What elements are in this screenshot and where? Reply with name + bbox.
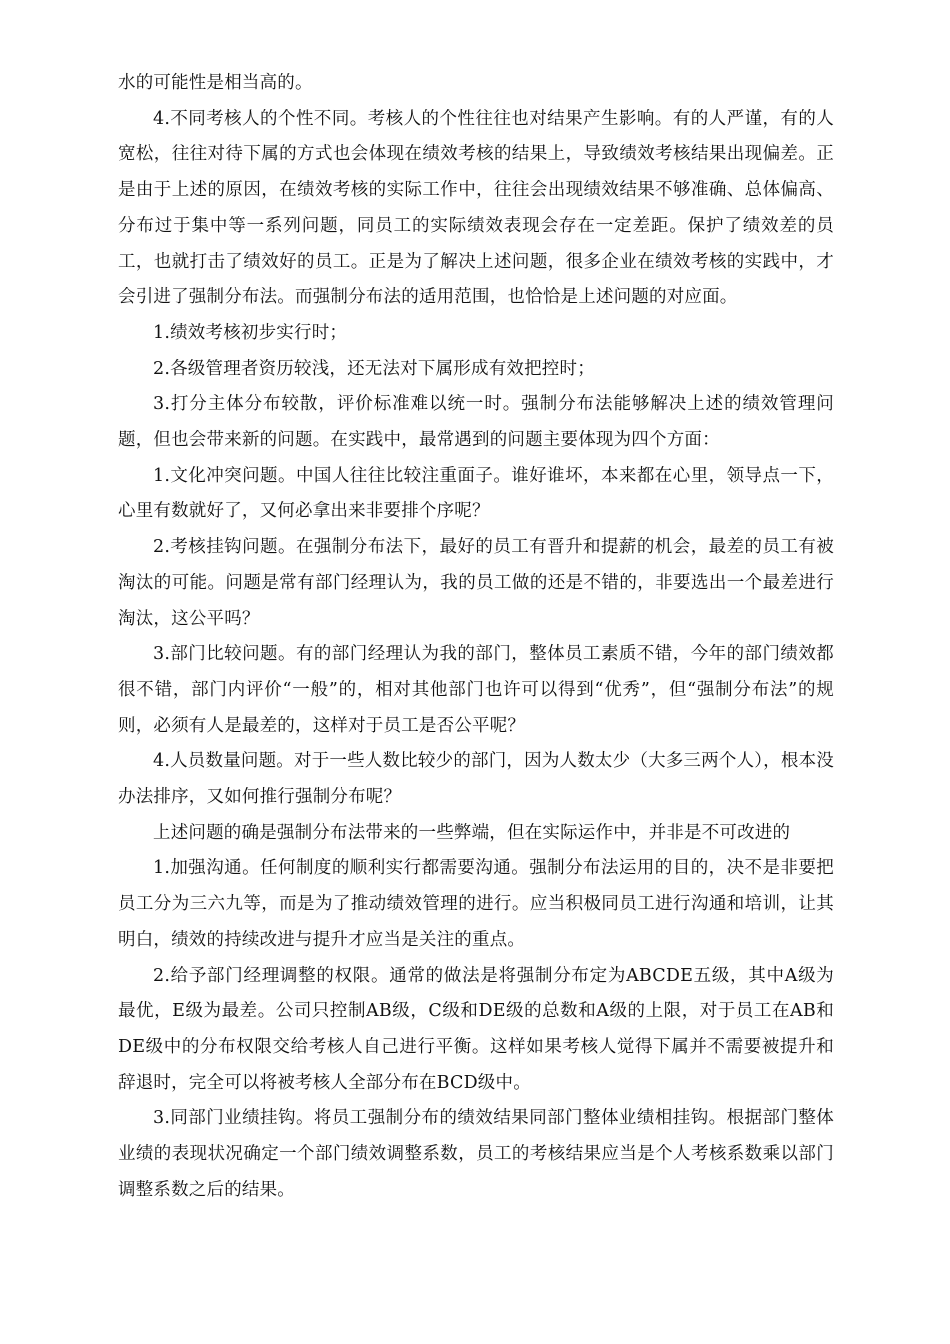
paragraph-4: 2.各级管理者资历较浅，还无法对下属形成有效把控时；: [153, 358, 595, 379]
paragraph-3: 1.绩效考核初步实行时；: [153, 322, 348, 343]
paragraph-9: 4.人员数量问题。对于一些人数比较少的部门，因为人数太少（大多三两个人），根本没办法排序，又如何推行强制分布呢？: [118, 751, 834, 808]
paragraph-12: 2.给予部门经理调整的权限。通常的做法是将强制分布定为ABCDE五级，其中A级为最优，E级为最差。公司只控制AB级，C级和DE级的总数和A级的上限，对于员工在AB和DE级中的分布权限交给考核人自己进行平衡。这样如果考核人觉得下属并不需要被提升和辞退时，完全可以将被考核人全部分布在BCD级中。: [118, 965, 834, 1093]
document-body: [118, 66, 834, 1209]
paragraph-13: 3.同部门业绩挂钩。将员工强制分布的绩效结果同部门整体业绩相挂钩。根据部门整体业绩的表现状况确定一个部门绩效调整系数，员工的考核结果应当是个人考核系数乘以部门调整系数之后的结果。: [118, 1108, 834, 1200]
paragraph-11: 1.加强沟通。任何制度的顺利实行都需要沟通。强制分布法运用的目的，决不是非要把员工分为三六九等，而是为了推动绩效管理的进行。应当积极同员工进行沟通和培训，让其明白，绩效的持续改进与提升才应当是关注的重点。: [118, 858, 834, 950]
paragraph-7: 2.考核挂钩问题。在强制分布法下，最好的员工有晋升和提薪的机会，最差的员工有被淘汰的可能。问题是常有部门经理认为，我的员工做的还是不错的，非要选出一个最差进行淘汰，这公平吗？: [118, 537, 834, 629]
paragraph-5: 3.打分主体分布较散，评价标准难以统一时。强制分布法能够解决上述的绩效管理问题，但也会带来新的问题。在实践中，最常遇到的问题主要体现为四个方面：: [118, 394, 834, 451]
paragraph-8: 3.部门比较问题。有的部门经理认为我的部门，整体员工素质不错，今年的部门绩效都很不错，部门内评价“一般”的，相对其他部门也许可以得到“优秀”，但“强制分布法”的规则，必须有人是最差的，这样对于员工是否公平呢？: [118, 644, 834, 736]
paragraph-2: 4.不同考核人的个性不同。考核人的个性往往也对结果产生影响。有的人严谨，有的人宽松，往往对待下属的方式也会体现在绩效考核的结果上，导致绩效考核结果出现偏差。正是由于上述的原因，在绩效考核的实际工作中，往往会出现绩效结果不够准确、总体偏高、分布过于集中等一系列问题，同员工的实际绩效表现会存在一定差距。保护了绩效差的员工，也就打击了绩效好的员工。正是为了解决上述问题，很多企业在绩效考核的实践中，才会引进了强制分布法。而强制分布法的适用范围，也恰恰是上述问题的对应面。: [118, 108, 834, 308]
paragraph-10: 上述问题的确是强制分布法带来的一些弊端，但在实际运作中，并非是不可改进的: [153, 822, 791, 843]
paragraph-1: 水的可能性是相当高的。: [118, 73, 313, 93]
paragraph-6: 1.文化冲突问题。中国人往往比较注重面子。谁好谁坏，本来都在心里，领导点一下，心里有数就好了，又何必拿出来非要排个序呢？: [118, 465, 834, 522]
